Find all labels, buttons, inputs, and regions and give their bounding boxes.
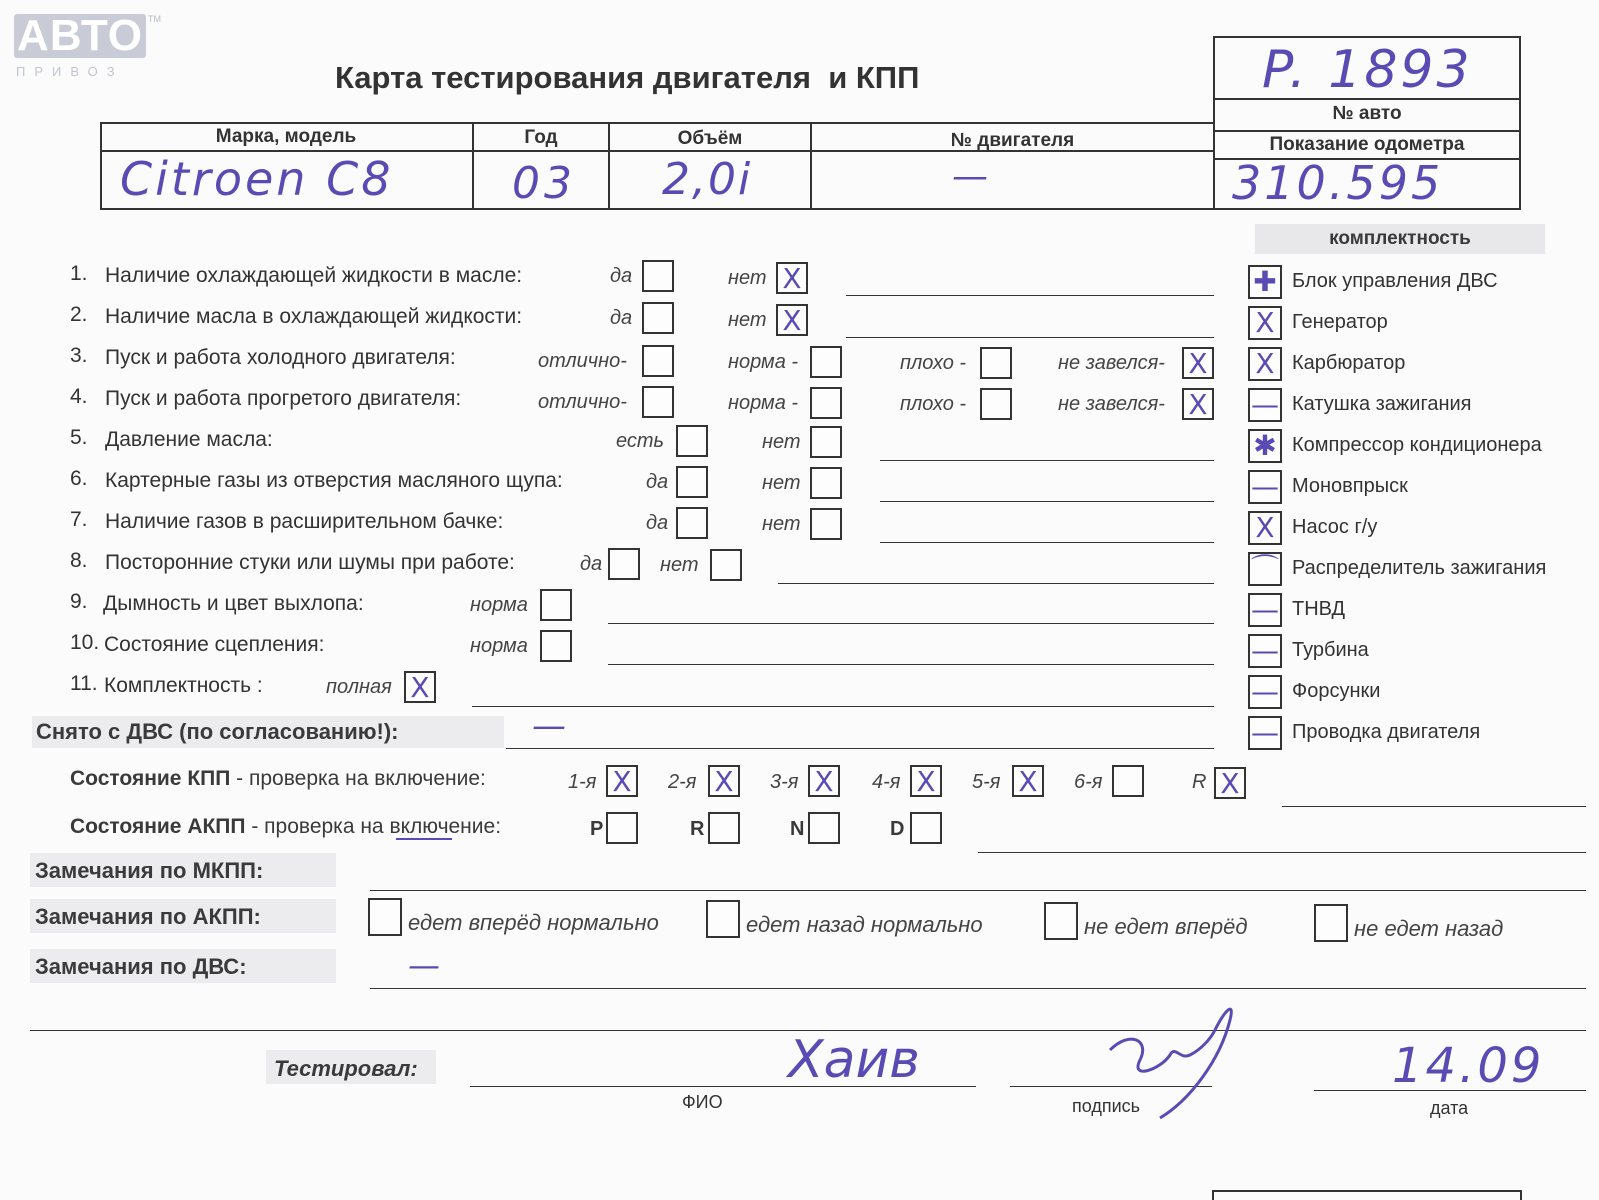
auto-gear-checkbox-p[interactable] <box>606 812 638 844</box>
option-yes-7: да <box>646 512 669 534</box>
checkbox-q7-no[interactable] <box>810 508 842 540</box>
mark-glyph: — <box>1251 593 1279 626</box>
kit-checkbox-distributor[interactable] <box>1248 552 1282 586</box>
option-no-5: нет <box>762 431 801 453</box>
gear-checkbox-1[interactable] <box>606 765 638 797</box>
mark-glyph: X <box>1255 347 1275 380</box>
x-mark: X <box>714 765 734 798</box>
checkbox-q1-yes[interactable] <box>642 260 674 292</box>
auto-remark-checkbox-no-backward[interactable] <box>1314 904 1348 942</box>
gear-label-reverse: R <box>1192 771 1207 793</box>
checkbox-q3-excellent[interactable] <box>642 345 674 377</box>
brand-header: Марка, модель <box>215 126 357 147</box>
option-full-11: полная <box>326 676 392 698</box>
logo-trademark: TM <box>148 14 161 24</box>
remarks-engine-value: — <box>408 946 440 984</box>
remarks-auto-label: Замечания по АКПП: <box>35 904 261 929</box>
kit-checkbox-fuel-pump[interactable] <box>1248 593 1282 627</box>
gear-label-2: 2-я <box>668 771 697 793</box>
fio-caption: ФИО <box>682 1092 723 1112</box>
checkbox-q4-bad[interactable] <box>980 388 1012 420</box>
tested-by-label: Тестировал: <box>274 1056 418 1081</box>
tester-name-value: Хаив <box>788 1030 920 1090</box>
kit-label-fuel-pump: ТНВД <box>1292 598 1346 620</box>
auto-gear-checkbox-d[interactable] <box>910 812 942 844</box>
engine-number-value: — <box>952 156 988 197</box>
option-normal-3: норма - <box>728 351 799 373</box>
x-mark: X <box>1188 388 1208 421</box>
page-title: Карта тестирования двигателя и КПП <box>335 60 920 95</box>
checkbox-q5-present[interactable] <box>676 425 708 457</box>
option-no-6: нет <box>762 472 801 494</box>
checkbox-q8-no[interactable] <box>710 549 742 581</box>
kit-label-engine-wiring: Проводка двигателя <box>1292 721 1481 743</box>
option-norm-10: норма <box>470 635 528 657</box>
auto-gearbox-label <box>70 815 501 839</box>
gear-checkbox-5[interactable] <box>1012 765 1044 797</box>
company-logo <box>14 11 161 79</box>
checkbox-q4-excellent[interactable] <box>642 386 674 418</box>
kit-label-ac-compressor: Компрессор кондиционера <box>1292 434 1542 456</box>
auto-gear-checkbox-r[interactable] <box>708 812 740 844</box>
kit-label-generator: Генератор <box>1292 311 1388 333</box>
option-yes-1: да <box>610 265 633 287</box>
mark-glyph: ⌒ <box>1250 552 1279 585</box>
question-number-6: 6. <box>70 467 88 490</box>
checkbox-q2-no[interactable] <box>776 304 808 336</box>
checkbox-q2-yes[interactable] <box>642 302 674 334</box>
question-text-7: Наличие газов в расширительном бачке: <box>105 510 504 533</box>
date-caption: дата <box>1430 1098 1469 1118</box>
year-header: Год <box>524 127 558 148</box>
option-not-started-4: не завелся- <box>1058 393 1165 415</box>
kit-label-injectors: Форсунки <box>1292 680 1381 702</box>
engine-number-header: № двигателя <box>950 130 1075 151</box>
question-text-8: Посторонние стуки или шумы при работе: <box>105 551 515 574</box>
mark-glyph: X <box>1255 306 1275 339</box>
option-normal-4: норма - <box>728 392 799 414</box>
checkbox-q4-normal[interactable] <box>810 387 842 419</box>
kit-label-distributor: Распределитель зажигания <box>1292 557 1547 579</box>
gear-checkbox-3[interactable] <box>808 765 840 797</box>
kit-list <box>1248 265 1593 760</box>
question-text-10: Состояние сцепления: <box>104 633 325 656</box>
kit-checkbox-turbine[interactable] <box>1248 634 1282 668</box>
gear-label-6: 6-я <box>1074 771 1103 793</box>
question-number-10: 10. <box>70 631 100 654</box>
question-text-2: Наличие масла в охлаждающей жидкости: <box>105 305 523 328</box>
signature-caption: подпись <box>1072 1096 1141 1116</box>
date-value: 14.09 <box>1392 1038 1545 1094</box>
question-text-5: Давление масла: <box>105 428 273 451</box>
auto-gear-label-r: R <box>690 818 705 840</box>
option-yes-2: да <box>610 307 633 329</box>
volume-value: 2,0i <box>662 154 753 205</box>
odometer-label: Показание одометра <box>1269 134 1465 155</box>
auto-remark-checkbox-backward-ok[interactable] <box>706 900 740 938</box>
checkbox-q6-yes[interactable] <box>676 466 708 498</box>
auto-remark-checkbox-forward-ok[interactable] <box>368 898 402 936</box>
checkbox-q3-not-started[interactable] <box>1182 347 1214 379</box>
manual-gearbox-desc: - проверка на включение: <box>230 767 486 790</box>
auto-remark-no-forward: не едет вперёд <box>1084 914 1248 939</box>
checkbox-q6-no[interactable] <box>810 467 842 499</box>
question-number-3: 3. <box>70 344 88 367</box>
gear-checkbox-4[interactable] <box>910 765 942 797</box>
manual-gearbox-label <box>70 767 486 791</box>
question-number-1: 1. <box>70 262 88 285</box>
manual-gearbox-title: Состояние КПП <box>70 767 231 790</box>
auto-remark-backward-ok: едет назад нормально <box>746 912 983 937</box>
auto-remark-forward-ok: едет вперёд нормально <box>408 910 659 935</box>
x-mark: X <box>1018 765 1038 798</box>
volume-header: Объём <box>677 128 743 149</box>
kit-checkbox-engine-wiring[interactable] <box>1248 716 1282 750</box>
removed-value: — <box>532 706 566 746</box>
mark-glyph: — <box>1251 388 1279 421</box>
kit-label-ecu: Блок управления ДВС <box>1292 270 1498 292</box>
auto-remark-checkbox-no-forward[interactable] <box>1044 902 1078 940</box>
checkbox-q4-not-started[interactable] <box>1182 388 1214 420</box>
checkbox-q5-no[interactable] <box>810 426 842 458</box>
gear-label-3: 3-я <box>770 771 799 793</box>
x-mark: X <box>1220 767 1240 800</box>
gear-label-5: 5-я <box>972 771 1001 793</box>
mark-glyph: ✱ <box>1253 429 1277 462</box>
removed-label: Снято с ДВС (по согласованию!): <box>36 719 399 744</box>
checkbox-q1-no[interactable] <box>776 262 808 294</box>
question-number-9: 9. <box>70 590 88 613</box>
option-not-started-3: не завелся- <box>1058 352 1165 374</box>
remarks-manual-label: Замечания по МКПП: <box>35 858 264 883</box>
option-yes-8: да <box>580 553 603 575</box>
gear-label-4: 4-я <box>872 771 901 793</box>
year-value: 03 <box>512 158 576 209</box>
auto-gear-label-d: D <box>890 818 905 840</box>
mark-glyph: — <box>1251 716 1279 749</box>
mark-glyph: X <box>1255 511 1275 544</box>
x-mark: X <box>782 304 802 337</box>
checkbox-q10-norm[interactable] <box>540 630 572 662</box>
car-number-value: P. 1893 <box>1262 40 1473 100</box>
mark-glyph: — <box>1251 675 1279 708</box>
mark-glyph: ✚ <box>1253 265 1277 298</box>
option-excellent-4: отлично- <box>538 391 627 413</box>
kit-label-turbine: Турбина <box>1292 639 1369 661</box>
odometer-value: 310.595 <box>1232 156 1444 210</box>
x-mark: X <box>410 671 430 704</box>
bottom-box-edge <box>1212 1190 1522 1200</box>
kit-checkbox-mono-injection[interactable] <box>1248 470 1282 504</box>
auto-gear-label-p: P <box>590 818 604 840</box>
kit-label-carburetor: Карбюратор <box>1292 352 1406 374</box>
logo-text: АВТО <box>14 14 146 58</box>
kit-checkbox-ecu[interactable] <box>1248 265 1282 299</box>
gear-label-1: 1-я <box>568 771 597 793</box>
option-yes-6: да <box>646 471 669 493</box>
x-mark: X <box>1188 347 1208 380</box>
kit-checkbox-power-steering-pump[interactable] <box>1248 511 1282 545</box>
question-number-5: 5. <box>70 426 88 449</box>
checkbox-q3-bad[interactable] <box>980 347 1012 379</box>
question-text-6: Картерные газы из отверстия масляного щупа: <box>105 469 563 492</box>
question-text-11: Комплектность : <box>104 674 263 697</box>
option-no-2: нет <box>728 309 767 331</box>
option-no-7: нет <box>762 513 801 535</box>
kit-checkbox-carburetor[interactable] <box>1248 347 1282 381</box>
question-number-4: 4. <box>70 385 88 408</box>
gear-checkbox-reverse[interactable] <box>1214 767 1246 799</box>
auto-remark-no-backward: не едет назад <box>1354 916 1504 941</box>
gear-checkbox-2[interactable] <box>708 765 740 797</box>
question-number-8: 8. <box>70 549 88 572</box>
question-number-7: 7. <box>70 508 88 531</box>
option-norm-9: норма <box>470 594 528 616</box>
question-text-4: Пуск и работа прогретого двигателя: <box>105 387 462 410</box>
question-number-11: 11. <box>70 672 98 695</box>
kit-label-power-steering-pump: Насос г/у <box>1292 516 1378 538</box>
x-mark: X <box>612 765 632 798</box>
kit-label-ignition-coil: Катушка зажигания <box>1292 393 1472 415</box>
mark-glyph: — <box>1251 470 1279 503</box>
remarks-engine-label: Замечания по ДВС: <box>35 954 247 979</box>
checkbox-q8-yes[interactable] <box>608 548 640 580</box>
question-text-9: Дымность и цвет выхлопа: <box>103 592 364 615</box>
question-number-2: 2. <box>70 303 88 326</box>
auto-gear-checkbox-n[interactable] <box>808 812 840 844</box>
logo-subtitle: ПРИВОЗ <box>16 64 124 79</box>
option-present-5: есть <box>616 430 665 452</box>
option-excellent-3: отлично- <box>538 350 627 372</box>
checkbox-q7-yes[interactable] <box>676 507 708 539</box>
checkbox-q3-normal[interactable] <box>810 346 842 378</box>
auto-gearbox-desc: - проверка на включение: <box>245 815 502 838</box>
kit-checkbox-generator[interactable] <box>1248 306 1282 340</box>
kit-label-mono-injection: Моновпрыск <box>1292 475 1408 497</box>
question-text-3: Пуск и работа холодного двигателя: <box>105 346 456 369</box>
x-mark: X <box>916 765 936 798</box>
checkbox-q11-full[interactable] <box>404 671 436 703</box>
auto-gearbox-title: Состояние АКПП <box>70 815 246 838</box>
kit-checkbox-ac-compressor[interactable] <box>1248 429 1282 463</box>
checkbox-q9-norm[interactable] <box>540 589 572 621</box>
kit-title: комплектность <box>1255 224 1545 254</box>
option-no-8: нет <box>660 554 699 576</box>
option-bad-4: плохо - <box>900 393 967 415</box>
kit-checkbox-injectors[interactable] <box>1248 675 1282 709</box>
kit-checkbox-ignition-coil[interactable] <box>1248 388 1282 422</box>
auto-gear-label-n: N <box>790 818 805 840</box>
mark-glyph: — <box>1251 634 1279 667</box>
car-number-label: № авто <box>1332 103 1402 124</box>
brand-value: Citroen C8 <box>120 152 394 206</box>
x-mark: X <box>782 262 802 295</box>
x-mark: X <box>814 765 834 798</box>
gear-checkbox-6[interactable] <box>1112 765 1144 797</box>
question-text-1: Наличие охлаждающей жидкости в масле: <box>105 264 523 287</box>
option-bad-3: плохо - <box>900 352 967 374</box>
option-no-1: нет <box>728 267 767 289</box>
underline-scribble <box>396 838 452 840</box>
